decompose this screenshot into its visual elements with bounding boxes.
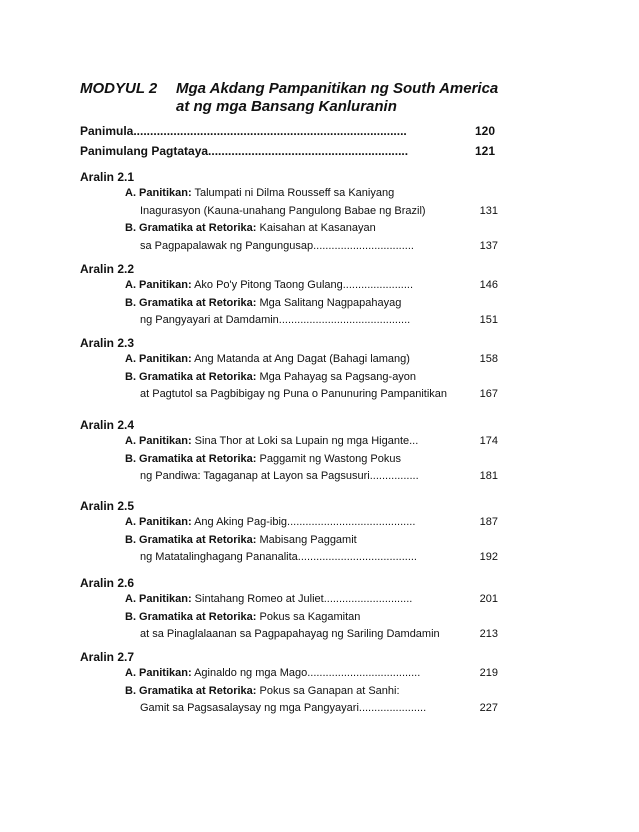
entry-b-continuation[interactable] (140, 239, 414, 253)
entry-b-line[interactable] (125, 684, 400, 698)
entry-text: Mga Salitang Nagpapahayag (256, 296, 402, 309)
entry-b-line[interactable] (125, 610, 360, 624)
entry-a-line[interactable] (125, 434, 418, 448)
entry-a-line[interactable] (125, 278, 413, 292)
lesson-title: Aralin 2.7 (80, 650, 135, 664)
lesson-title: Aralin 2.6 (80, 576, 135, 590)
toc-page-number: 181 (479, 470, 498, 482)
toc-page-number: 167 (479, 388, 498, 400)
entry-text: Sina Thor at Loki sa Lupain ng mga Higante... (191, 435, 419, 447)
entry-prefix: A. Panitikan: (125, 667, 192, 679)
entry-a-line[interactable] (125, 352, 410, 366)
toc-page-number: 192 (479, 551, 498, 563)
entry-b-continuation[interactable] (140, 387, 447, 401)
toc-entry-panimulang-pagtataya[interactable] (80, 144, 495, 158)
entry-text: sa Pagpapalawak ng Pangungusap................................. (140, 239, 414, 252)
entry-a-line[interactable] (125, 666, 420, 680)
module-title-line-2: at ng mga Bansang Kanluranin (176, 98, 397, 115)
entry-prefix: B. Gramatika at Retorika: (125, 533, 257, 546)
entry-b-continuation[interactable] (140, 627, 440, 641)
toc-page-number: 120 (474, 124, 495, 138)
entry-a-line[interactable] (125, 186, 394, 200)
entry-text: Aginaldo ng mga Mago..................................... (191, 667, 421, 679)
entry-a-line[interactable] (125, 592, 412, 606)
entry-text: Ang Matanda at Ang Dagat (Bahagi lamang) (191, 353, 410, 365)
entry-text: Paggamit ng Wastong Pokus (256, 452, 401, 465)
lesson-title: Aralin 2.4 (80, 418, 135, 432)
entry-b-continuation[interactable] (140, 701, 426, 715)
entry-text: Talumpati ni Dilma Rousseff sa Kaniyang (191, 187, 395, 199)
entry-b-line[interactable] (125, 370, 416, 384)
entry-text: Sintahang Romeo at Juliet............................. (191, 593, 413, 605)
toc-page-number: 158 (479, 353, 498, 365)
entry-prefix: A. Panitikan: (125, 279, 192, 291)
entry-prefix: A. Panitikan: (125, 353, 192, 365)
entry-text: Pokus sa Ganapan at Sanhi: (256, 684, 400, 697)
entry-prefix: B. Gramatika at Retorika: (125, 684, 257, 697)
toc-entry-label: Panimulang Pagtataya............................................................ (80, 144, 409, 158)
toc-page-number: 131 (479, 204, 498, 217)
toc-page-number: 187 (479, 516, 498, 528)
entry-b-continuation[interactable] (140, 469, 419, 483)
entry-text: ng Pangyayari at Damdamin........................................... (140, 314, 411, 326)
entry-prefix: B. Gramatika at Retorika: (125, 610, 257, 623)
entry-text: Kaisahan at Kasanayan (256, 222, 376, 234)
entry-a-continuation[interactable] (140, 204, 426, 218)
entry-b-line[interactable] (125, 296, 401, 310)
entry-prefix: A. Panitikan: (125, 435, 192, 447)
entry-b-continuation[interactable] (140, 550, 417, 564)
entry-b-line[interactable] (125, 452, 401, 466)
toc-page-number: 146 (479, 279, 498, 291)
toc-entry-panimula[interactable] (80, 124, 495, 138)
lesson-title: Aralin 2.5 (80, 499, 135, 513)
entry-prefix: B. Gramatika at Retorika: (125, 370, 257, 383)
entry-prefix: B. Gramatika at Retorika: (125, 296, 257, 309)
entry-prefix: A. Panitikan: (125, 187, 192, 199)
toc-page-number: 137 (479, 239, 498, 252)
toc-page-number: 201 (479, 593, 498, 605)
lesson-title: Aralin 2.1 (80, 170, 135, 184)
entry-text: Ako Po'y Pitong Taong Gulang....................... (191, 279, 414, 291)
entry-prefix: B. Gramatika at Retorika: (125, 452, 257, 465)
entry-b-continuation[interactable] (140, 313, 410, 327)
entry-prefix: B. Gramatika at Retorika: (125, 222, 257, 234)
entry-text: Ang Aking Pag-ibig.......................................... (191, 516, 416, 528)
toc-page-number: 174 (479, 435, 498, 447)
toc-page-number: 219 (479, 667, 498, 679)
entry-text: ng Pandiwa: Tagaganap at Layon sa Pagsusuri................ (140, 470, 419, 482)
entry-text: at Pagtutol sa Pagbibigay ng Puna o Panunuring Pampanitikan (140, 388, 447, 400)
lesson-title: Aralin 2.2 (80, 262, 135, 276)
toc-page-number: 227 (479, 702, 498, 714)
entry-text: at sa Pinaglalaanan sa Pagpapahayag ng Sariling Damdamin (140, 628, 440, 640)
entry-a-line[interactable] (125, 515, 415, 529)
toc-page-number: 121 (474, 144, 495, 158)
entry-text: Pokus sa Kagamitan (256, 610, 361, 623)
entry-prefix: A. Panitikan: (125, 516, 192, 528)
entry-b-line[interactable] (125, 221, 376, 235)
entry-text: Mabisang Paggamit (256, 533, 357, 546)
entry-text: ng Matatalinghagang Pananalita....................................... (140, 551, 417, 563)
lesson-title: Aralin 2.3 (80, 336, 135, 350)
toc-entry-label: Panimula.................................................................................. (80, 124, 407, 138)
entry-prefix: A. Panitikan: (125, 593, 192, 605)
module-title-line-1: Mga Akdang Pampanitikan ng South America (176, 80, 499, 97)
entry-text: Gamit sa Pagsasalaysay ng mga Pangyayari...................... (140, 702, 427, 714)
toc-page-number: 151 (479, 314, 498, 326)
entry-text: Inagurasyon (Kauna-unahang Pangulong Babae ng Brazil) (140, 204, 426, 217)
toc-page-number: 213 (479, 628, 498, 640)
module-label: MODYUL 2 (80, 80, 158, 97)
entry-b-line[interactable] (125, 533, 357, 547)
entry-text: Mga Pahayag sa Pagsang-ayon (256, 370, 417, 383)
